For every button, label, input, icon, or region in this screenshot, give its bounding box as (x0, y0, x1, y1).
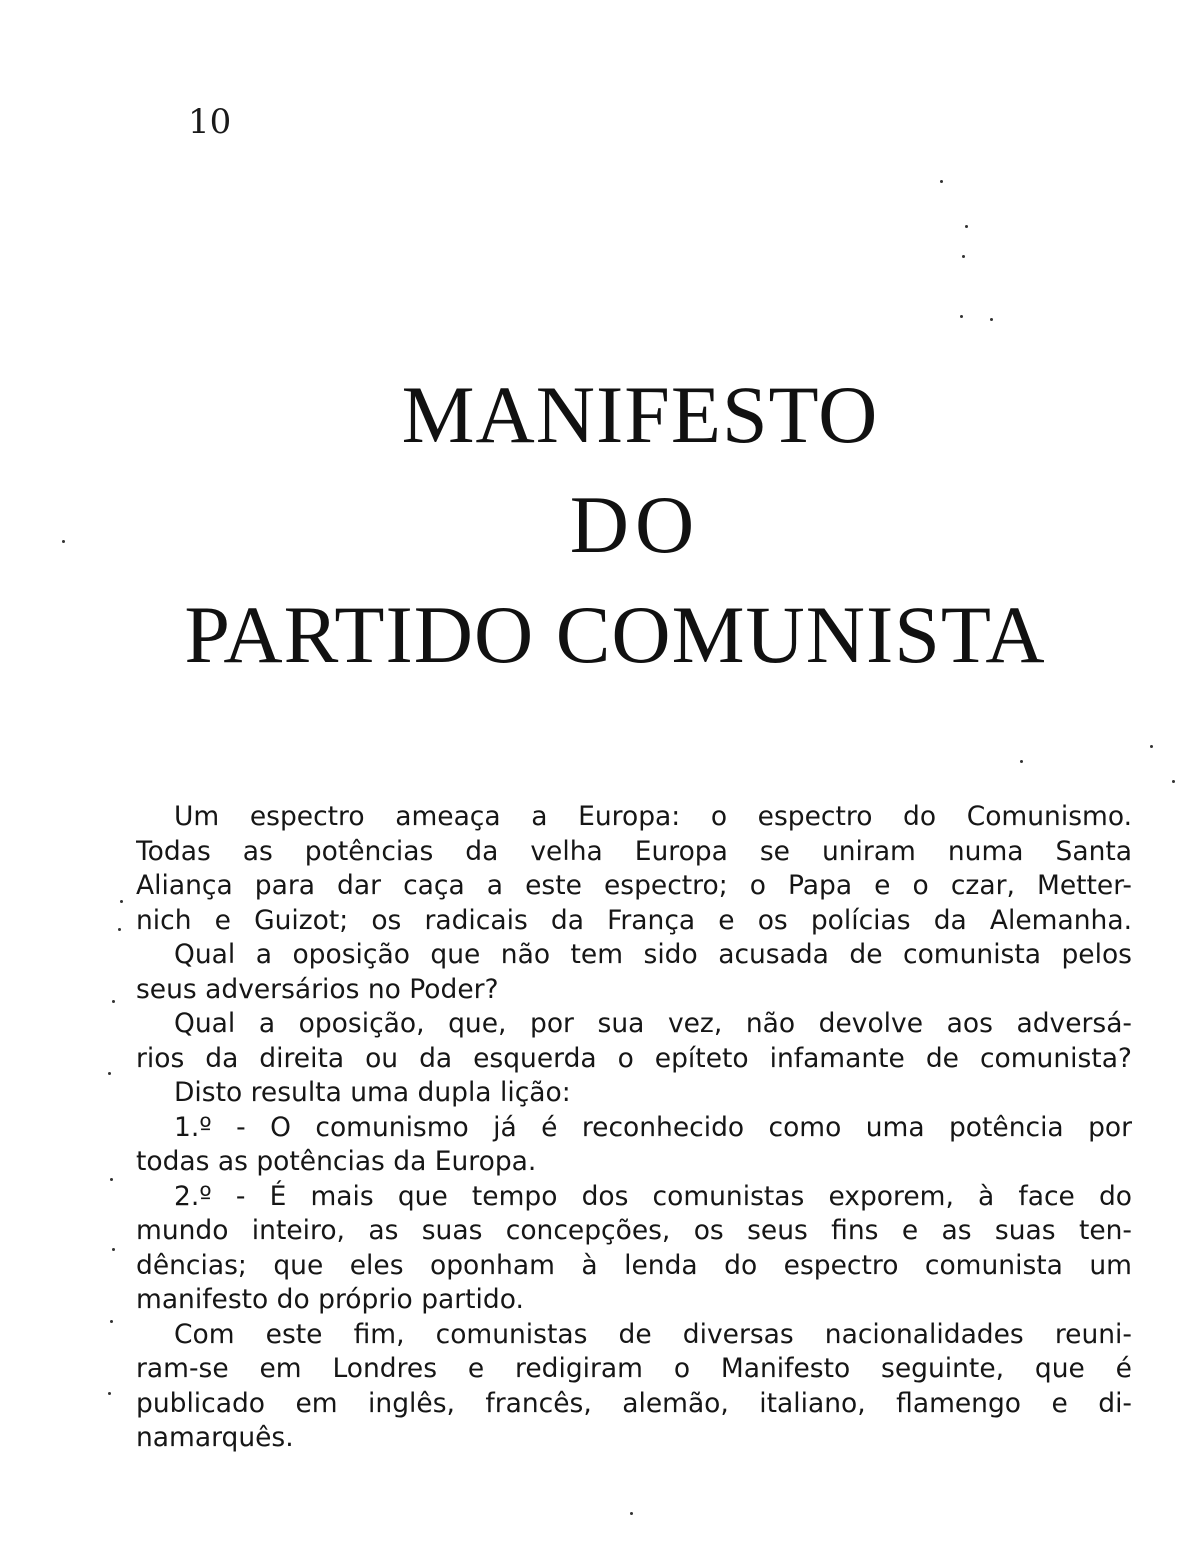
document-title (0, 360, 1200, 690)
scan-speck (120, 900, 123, 903)
scan-speck (962, 255, 965, 258)
text-line: Todas as potências da velha Europa se uniram numa Santa (136, 835, 1132, 867)
text-line: mundo inteiro, as suas concepções, os seus fins e as suas ten- (136, 1215, 1132, 1246)
text-line: Qual a oposição, que, por sua vez, não devolve aos adversá- (174, 1008, 1132, 1039)
text-line: dências; que eles oponham à lenda do espectro comunista um (136, 1249, 1132, 1281)
body-text (136, 800, 1132, 1456)
title-line-partido-comunista: PARTIDO COMUNISTA (184, 589, 1046, 680)
text-line: publicado em inglês, francês, alemão, italiano, flamengo e di- (136, 1387, 1132, 1419)
text-line: ram-se em Londres e redigiram o Manifesto seguinte, que é (136, 1353, 1132, 1384)
scan-speck (965, 225, 968, 228)
scan-speck (112, 1000, 115, 1003)
scan-speck (110, 1320, 113, 1323)
scan-speck (62, 540, 65, 543)
text-line: Disto resulta uma dupla lição: (174, 1077, 571, 1108)
page-number: 10 (188, 102, 232, 142)
text-line: 1.º - O comunismo já é reconhecido como uma potência por (174, 1111, 1132, 1143)
text-line: Com este fim, comunistas de diversas nacionalidades reuni- (174, 1318, 1132, 1350)
scan-speck (112, 1248, 115, 1251)
scan-speck (940, 180, 943, 183)
scan-speck (990, 318, 993, 321)
text-line: manifesto do próprio partido. (136, 1284, 524, 1315)
scan-speck (630, 1512, 633, 1515)
scan-speck (1172, 780, 1175, 783)
scan-speck (108, 1392, 111, 1395)
text-line: rios da direita ou da esquerda o epíteto infamante de comunista? (136, 1042, 1132, 1074)
scan-speck (1020, 760, 1023, 763)
text-line: 2.º - É mais que tempo dos comunistas exporem, à face do (174, 1180, 1132, 1212)
text-line: namarquês. (136, 1422, 294, 1453)
scan-speck (1150, 745, 1153, 748)
text-line: Aliança para dar caça a este espectro; o Papa e o czar, Metter- (136, 870, 1132, 901)
text-line: seus adversários no Poder? (136, 973, 499, 1005)
text-line: nich e Guizot; os radicais da França e os polícias da Alemanha. (136, 904, 1132, 936)
text-line: Um espectro ameaça a Europa: o espectro do Comunismo. (174, 801, 1132, 832)
scan-speck (118, 928, 121, 931)
scan-speck (110, 1178, 113, 1181)
title-line-do: DO (569, 479, 701, 570)
text-line: Qual a oposição que não tem sido acusada de comunista pelos (174, 939, 1132, 970)
title-line-manifesto: MANIFESTO (401, 369, 879, 460)
text-line: todas as potências da Europa. (136, 1146, 537, 1177)
scan-speck (108, 1072, 111, 1075)
scan-speck (960, 315, 963, 318)
